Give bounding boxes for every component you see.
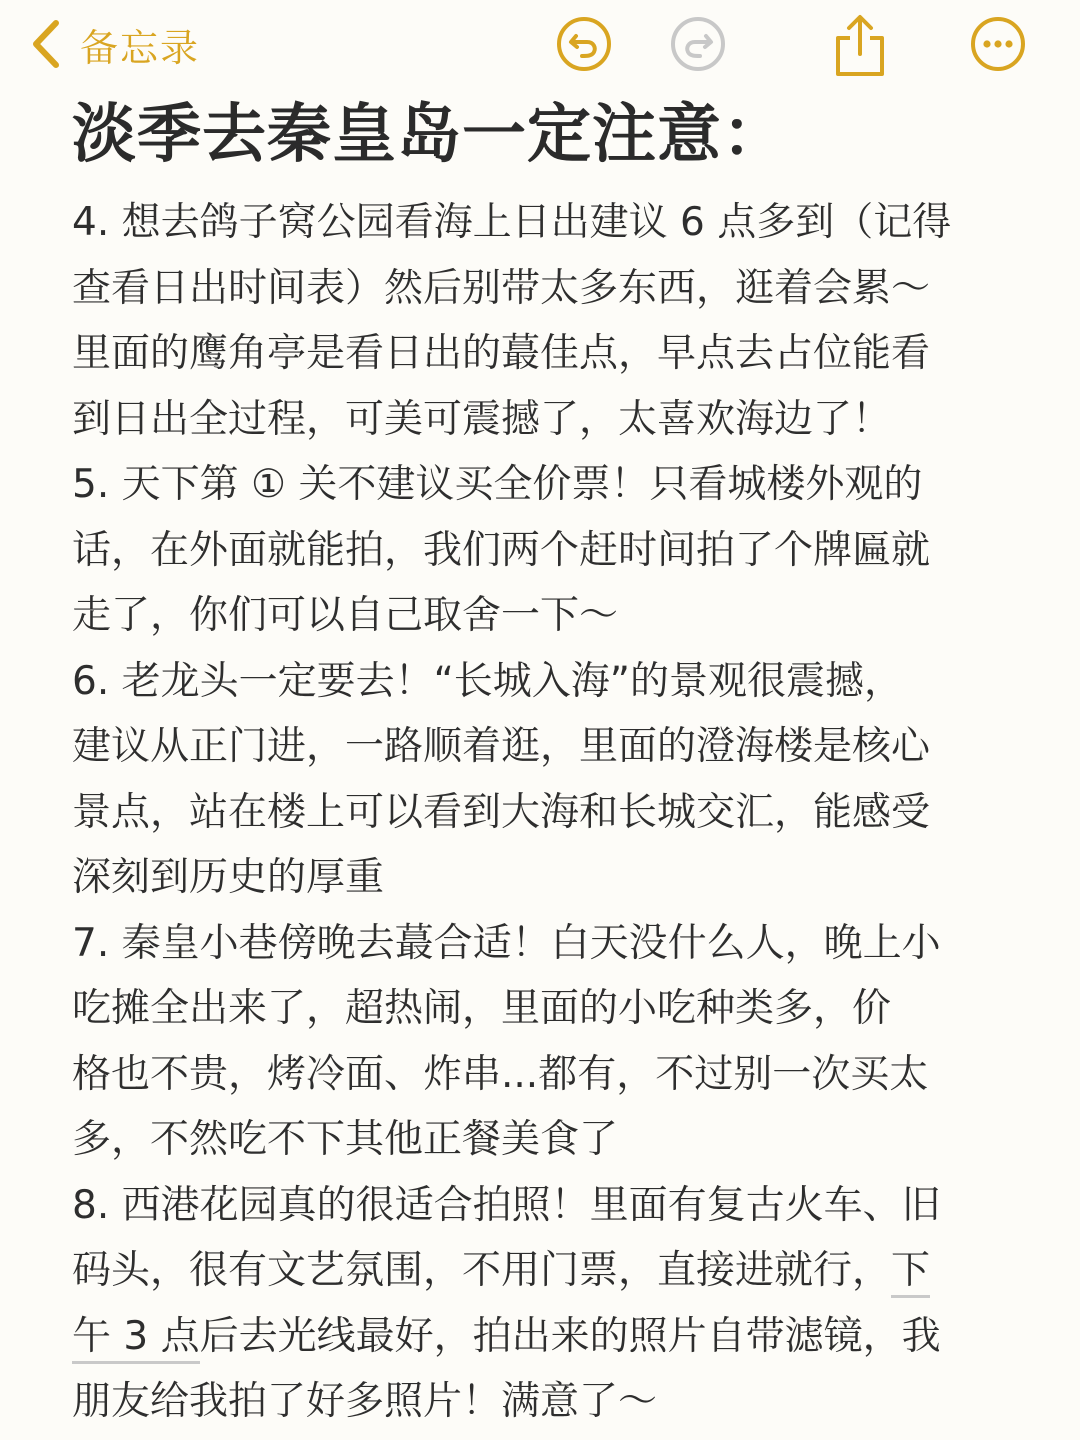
note-line-text: 后去光线最好，拍出来的照片自带滤镜，我 — [199, 1313, 941, 1359]
back-label: 备忘录 — [80, 25, 201, 70]
note-line: 建议从正门进，一路顺着逛，里面的澄海楼是核心 — [72, 724, 931, 769]
back-button[interactable] — [28, 16, 200, 72]
note-line: 4. 想去鸽子窝公园看海上日出建议 6 点多到（记得 — [72, 200, 952, 245]
undo-icon — [554, 14, 614, 74]
more-button[interactable] — [968, 14, 1028, 74]
note-title: 淡季去秦皇岛一定注意： — [72, 98, 787, 172]
share-icon — [830, 14, 890, 78]
note-line: 多，不然吃不下其他正餐美食了 — [72, 1117, 619, 1162]
note-line: 景点，站在楼上可以看到大海和长城交汇，能感受 — [72, 789, 931, 835]
note-line: 话，在外面就能拍，我们两个赶时间拍了个牌匾就 — [72, 527, 931, 573]
note-line: 到日出全过程，可美可震撼了，太喜欢海边了！ — [72, 396, 892, 442]
highlighted-text: 午 3 点 — [72, 1314, 200, 1364]
highlighted-text: 下 — [891, 1248, 930, 1298]
back-chevron-icon — [28, 19, 62, 69]
note-line: 5. 天下第 ① 关不建议买全价票！只看城楼外观的 — [72, 462, 923, 507]
note-line: 深刻到历史的厚重 — [72, 855, 385, 900]
note-line: 吃摊全出来了，超热闹，里面的小吃种类多，价 — [72, 986, 892, 1031]
note-line: 格也不贵，烤冷面、炸串...都有，不过别一次买太 — [72, 1051, 929, 1097]
undo-button[interactable] — [554, 14, 614, 74]
note-line: 查看日出时间表）然后别带太多东西，逛着会累～ — [72, 265, 931, 311]
note-line: 里面的鹰角亭是看日出的蕞佳点，早点去占位能看 — [72, 331, 931, 376]
redo-button[interactable] — [668, 14, 728, 74]
more-icon — [968, 14, 1028, 74]
note-body[interactable] — [72, 190, 1012, 1435]
note-line: 走了，你们可以自己取舍一下～ — [72, 593, 619, 638]
redo-icon — [668, 14, 728, 74]
navigation-bar — [0, 0, 1080, 90]
note-line: 8. 西港花园真的很适合拍照！里面有复古火车、旧 — [72, 1182, 941, 1228]
note-line: 朋友给我拍了好多照片！满意了～ — [72, 1379, 658, 1424]
note-line: 6. 老龙头一定要去！“长城入海”的景观很震撼， — [72, 658, 904, 704]
note-line-text: 码头，很有文艺氛围，不用门票，直接进就行， — [72, 1248, 892, 1293]
note-line — [72, 1238, 1012, 1304]
note-line: 7. 秦皇小巷傍晚去蕞合适！白天没什么人，晚上小 — [72, 920, 941, 966]
share-button[interactable] — [830, 14, 890, 74]
note-line — [72, 1304, 1012, 1370]
